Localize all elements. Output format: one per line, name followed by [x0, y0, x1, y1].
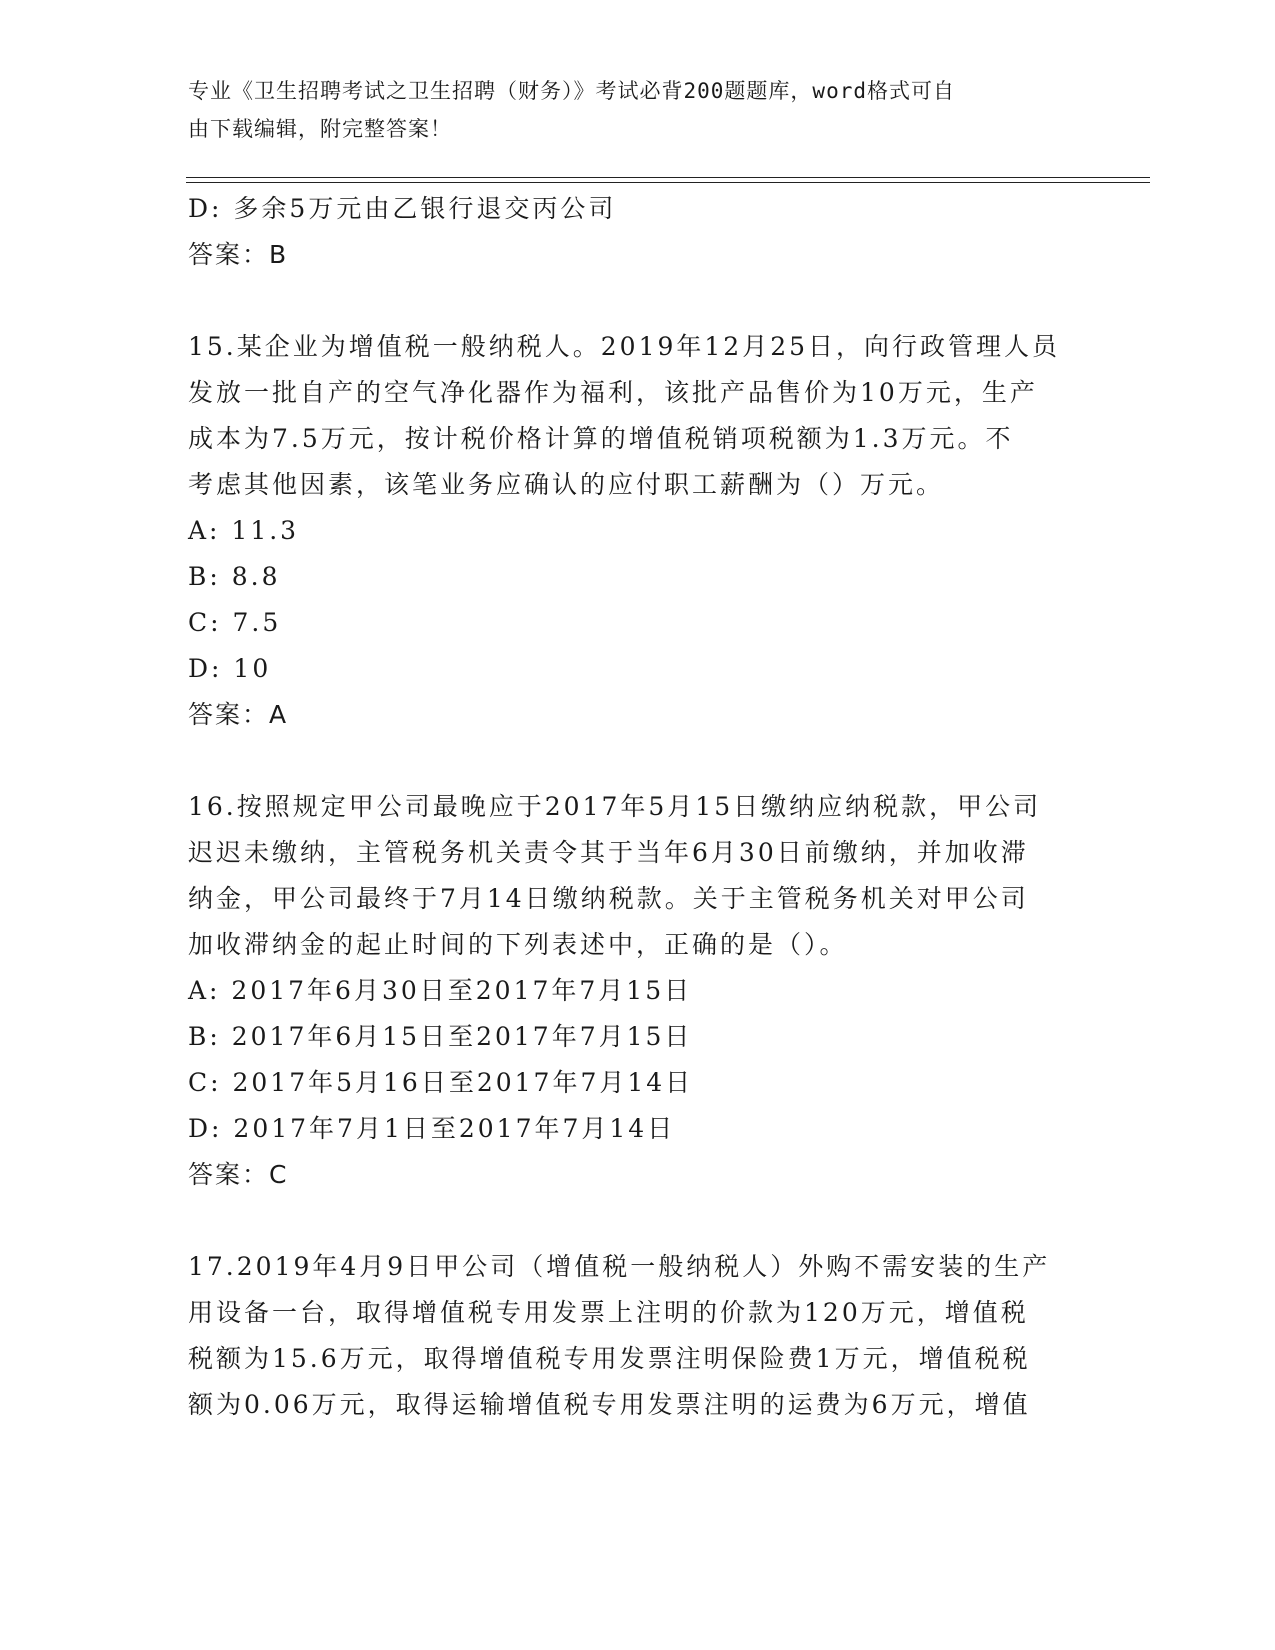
spacer	[188, 738, 1088, 784]
header-divider-bottom	[186, 182, 1150, 183]
question-14-tail	[188, 186, 1088, 278]
question-stem-line: 用设备一台，取得增值税专用发票上注明的价款为120万元，增值税	[188, 1298, 1029, 1327]
question-stem-line: 加收滞纳金的起止时间的下列表述中，正确的是（）。	[188, 930, 848, 959]
option-d: D: 多余5万元由乙银行退交丙公司	[188, 194, 617, 223]
option-c: C: 7.5	[188, 608, 282, 637]
document-body	[188, 186, 1088, 1428]
option-a: A: 2017年6月30日至2017年7月15日	[188, 976, 693, 1005]
question-17	[188, 1244, 1088, 1428]
question-stem-line: 纳金，甲公司最终于7月14日缴纳税款。关于主管税务机关对甲公司	[188, 884, 1029, 913]
question-16	[188, 784, 1088, 1198]
option-b: B: 8.8	[188, 562, 281, 591]
answer-line: 答案：B	[188, 240, 289, 269]
spacer	[188, 278, 1088, 324]
header-line: 专业《卫生招聘考试之卫生招聘（财务）》考试必背200题题库，word格式可自	[188, 79, 955, 103]
answer-line: 答案：A	[188, 700, 289, 729]
spacer	[188, 1198, 1088, 1244]
option-d: D: 2017年7月1日至2017年7月14日	[188, 1114, 676, 1143]
question-stem-line: 成本为7.5万元，按计税价格计算的增值税销项税额为1.3万元。不	[188, 424, 1014, 453]
question-stem-line: 15.某企业为增值税一般纳税人。2019年12月25日，向行政管理人员	[188, 332, 1061, 361]
question-stem-line: 额为0.06万元，取得运输增值税专用发票注明的运费为6万元，增值	[188, 1390, 1031, 1419]
option-d: D: 10	[188, 654, 272, 683]
header-line: 由下载编辑，附完整答案！	[188, 117, 452, 141]
question-15	[188, 324, 1088, 738]
question-stem-line: 17.2019年4月9日甲公司（增值税一般纳税人）外购不需安装的生产	[188, 1252, 1051, 1281]
document-header	[188, 72, 1088, 148]
question-stem-line: 考虑其他因素，该笔业务应确认的应付职工薪酬为（）万元。	[188, 470, 945, 499]
option-c: C: 2017年5月16日至2017年7月14日	[188, 1068, 694, 1097]
option-b: B: 2017年6月15日至2017年7月15日	[188, 1022, 693, 1051]
header-divider-top	[186, 177, 1150, 178]
option-a: A: 11.3	[188, 516, 300, 545]
question-stem-line: 发放一批自产的空气净化器作为福利，该批产品售价为10万元，生产	[188, 378, 1038, 407]
answer-line: 答案：C	[188, 1160, 289, 1189]
question-stem-line: 16.按照规定甲公司最晚应于2017年5月15日缴纳应纳税款，甲公司	[188, 792, 1042, 821]
question-stem-line: 迟迟未缴纳，主管税务机关责令其于当年6月30日前缴纳，并加收滞	[188, 838, 1029, 867]
question-stem-line: 税额为15.6万元，取得增值税专用发票注明保险费1万元，增值税税	[188, 1344, 1031, 1373]
